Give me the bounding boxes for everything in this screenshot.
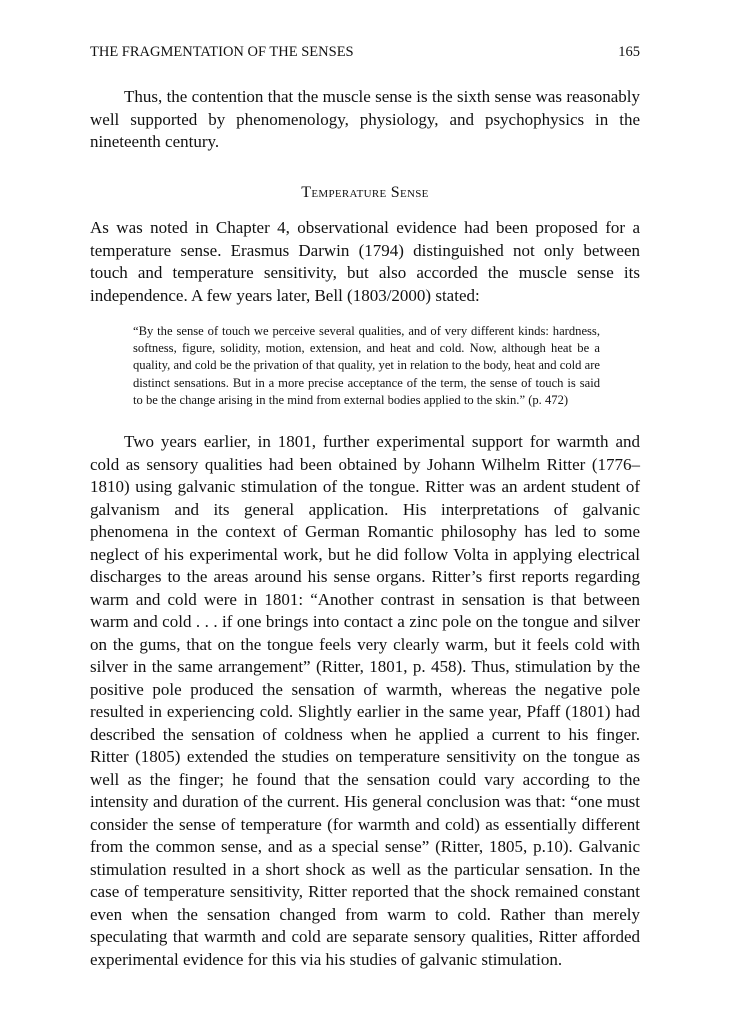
block-quote: “By the sense of touch we perceive several qualities, and of very different kinds: hardness, softness, figure, solidity, motion, extension, and heat and cold. Now, although heat be a quality, and cold be the privation of that quality, yet in relation to the body, heat and cold are distinct sensations. But in a more precise acceptance of the term, the sense of touch is said to be the change arising in the mind from external bodies applied to the skin.” (p. 472) — [133, 324, 600, 407]
paragraph-intro: Thus, the contention that the muscle sense is the sixth sense was reasonably well supported by phenomenology, physiology, and psychophysics in the nineteenth century. — [90, 87, 640, 151]
page-number: 165 — [618, 44, 640, 60]
section-heading: Temperature Sense — [301, 183, 429, 201]
paragraph-2: Two years earlier, in 1801, further experimental support for warmth and cold as sensory qualities had been obtained by Johann Wilhelm Ritter (1776–1810) using galvanic stimulation of the tongue. Ritter was an ardent student of galvanism and its general application. His interpretations of galvanic phenomena in the context of German Romantic philosophy has led to some neglect of his experimental work, but he did follow Volta in applying electrical discharges to the areas around his sense organs. Ritter’s first reports regarding warm and cold were in 1801: “Another contrast in sensation is that between warm and cold . . . if one brings into contact a zinc pole on the tongue and silver on the gums, that on the tongue feels very clearly warm, but it feels cold with silver in the same arrangement” (Ritter, 1801, p. 458). Thus, stimulation by the positive pole produced the sensation of warmth, whereas the negative pole resulted in experiencing cold. Slightly earlier in the same year, Pfaff (1801) had described the sensation of coldness when he applied a current to his finger. Ritter (1805) extended the studies on temperature sensitivity on the tongue as well as the finger; he found that the sensation could vary according to the intensity and duration of the current. His general conclusion was that: “one must consider the sense of temperature (for warmth and cold) as essentially different from the common sense, and as a special sense” (Ritter, 1805, p.10). Galvanic stimulation resulted in a short shock as well as the particular sensation. In the case of temperature sensitivity, Ritter reported that the shock remained constant even when the sensation changed from warm to cold. Rather than merely speculating that warmth and cold are separate sensory qualities, Ritter afforded experimental evidence for this via his studies of galvanic stimulation. — [90, 432, 640, 969]
running-header — [90, 44, 640, 61]
paragraph-1: As was noted in Chapter 4, observational evidence had been proposed for a temperature sense. Erasmus Darwin (1794) distinguished not only between touch and temperature sensitivity, but also accorded the muscle sense its independence. A few years later, Bell (1803/2000) stated: — [90, 218, 640, 305]
body-text — [90, 86, 640, 971]
running-title: THE FRAGMENTATION OF THE SENSES — [90, 44, 354, 60]
